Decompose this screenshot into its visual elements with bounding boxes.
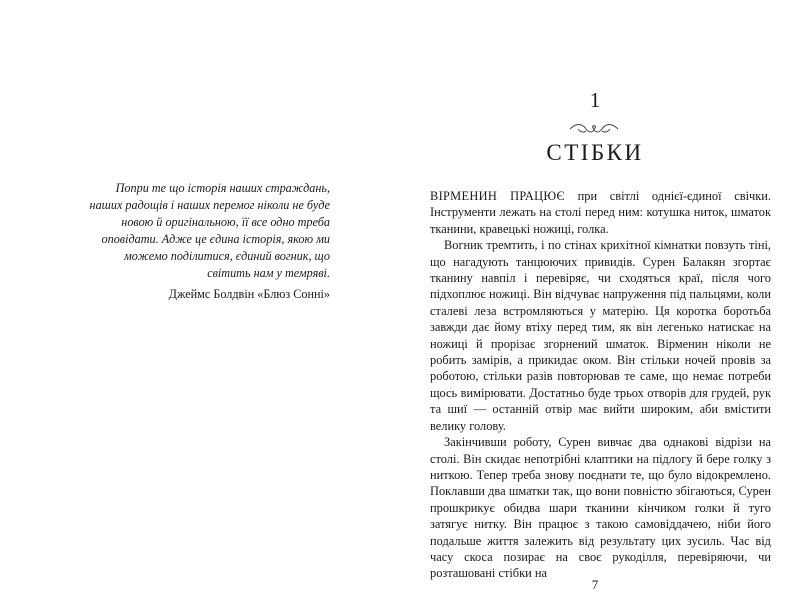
paragraph-text: при світлі однієї-єдиної свічки. Інструменти лежать на столі перед ним: котушка ниток, шматок тканини, кравецькі ножиці, голка. — [430, 189, 771, 236]
lead-in: ВІРМЕНИН ПРАЦЮЄ — [430, 189, 565, 203]
chapter-body — [430, 188, 771, 582]
epigraph — [88, 180, 330, 303]
chapter-number: 1 — [589, 88, 601, 112]
right-page — [400, 0, 800, 615]
paragraph: Закінчивши роботу, Сурен вивчає два однакові відрізи на столі. Він скидає непотрібні клаптики на підлогу й бере голку з ниткою. Тепер треба знову поєднати те, що було відокремлено. Поклавши два шматки так, що вони повністю збігаються, Сурен прошкрикує обидва шари тканини кінчиком голки й туго затягує нитку. Він працює з такою самовіддачею, ніби його подальше життя залежить від результату цих зусиль. Час від часу скоса позирає на своє рукоділля, перевіряючи, чи розташовані стібки на — [430, 435, 771, 581]
flourish-ornament-icon — [568, 122, 620, 136]
epigraph-attribution: Джеймс Болдвін «Блюз Сонні» — [168, 287, 330, 301]
chapter-title: СТІБКИ — [546, 140, 644, 165]
paragraph: Вогник тремтить, і по стінах крихітної кімнатки повзуть тіні, що нагадують танцюючих привидів. Сурен Балакян згортає тканину навпіл і перевіряє, чи сходяться краї, після чого підхоплює ножиці. Він відчуває напруження під пальцями, коли сталеві леза встромляються у матерію. Ця коротка боротьба завжди дає йому втіху перед тим, як він легенько натискає на ножиці й прорізає згорнений шматок. Вірменин ніколи не робить замірів, а прикидає оком. Він стільки ночей провів за роботою, стільки разів повторював те саме, що немає потреби щось вимірювати. Достатньо буде трьох отворів для грудей, рук та шиї — останній отвір має вийти широким, аби вмістити велику голову. — [430, 238, 771, 433]
paragraph — [430, 188, 771, 237]
page-number: 7 — [591, 577, 599, 592]
epigraph-text: Попри те що історія наших страждань, наших радощів і наших перемог ніколи не буде новою й оригінальною, її все одно треба оповідати. Адже це єдина історія, якою ми можемо поділитися, єдиний вогник, що світить нам у темряві. — [89, 181, 330, 280]
